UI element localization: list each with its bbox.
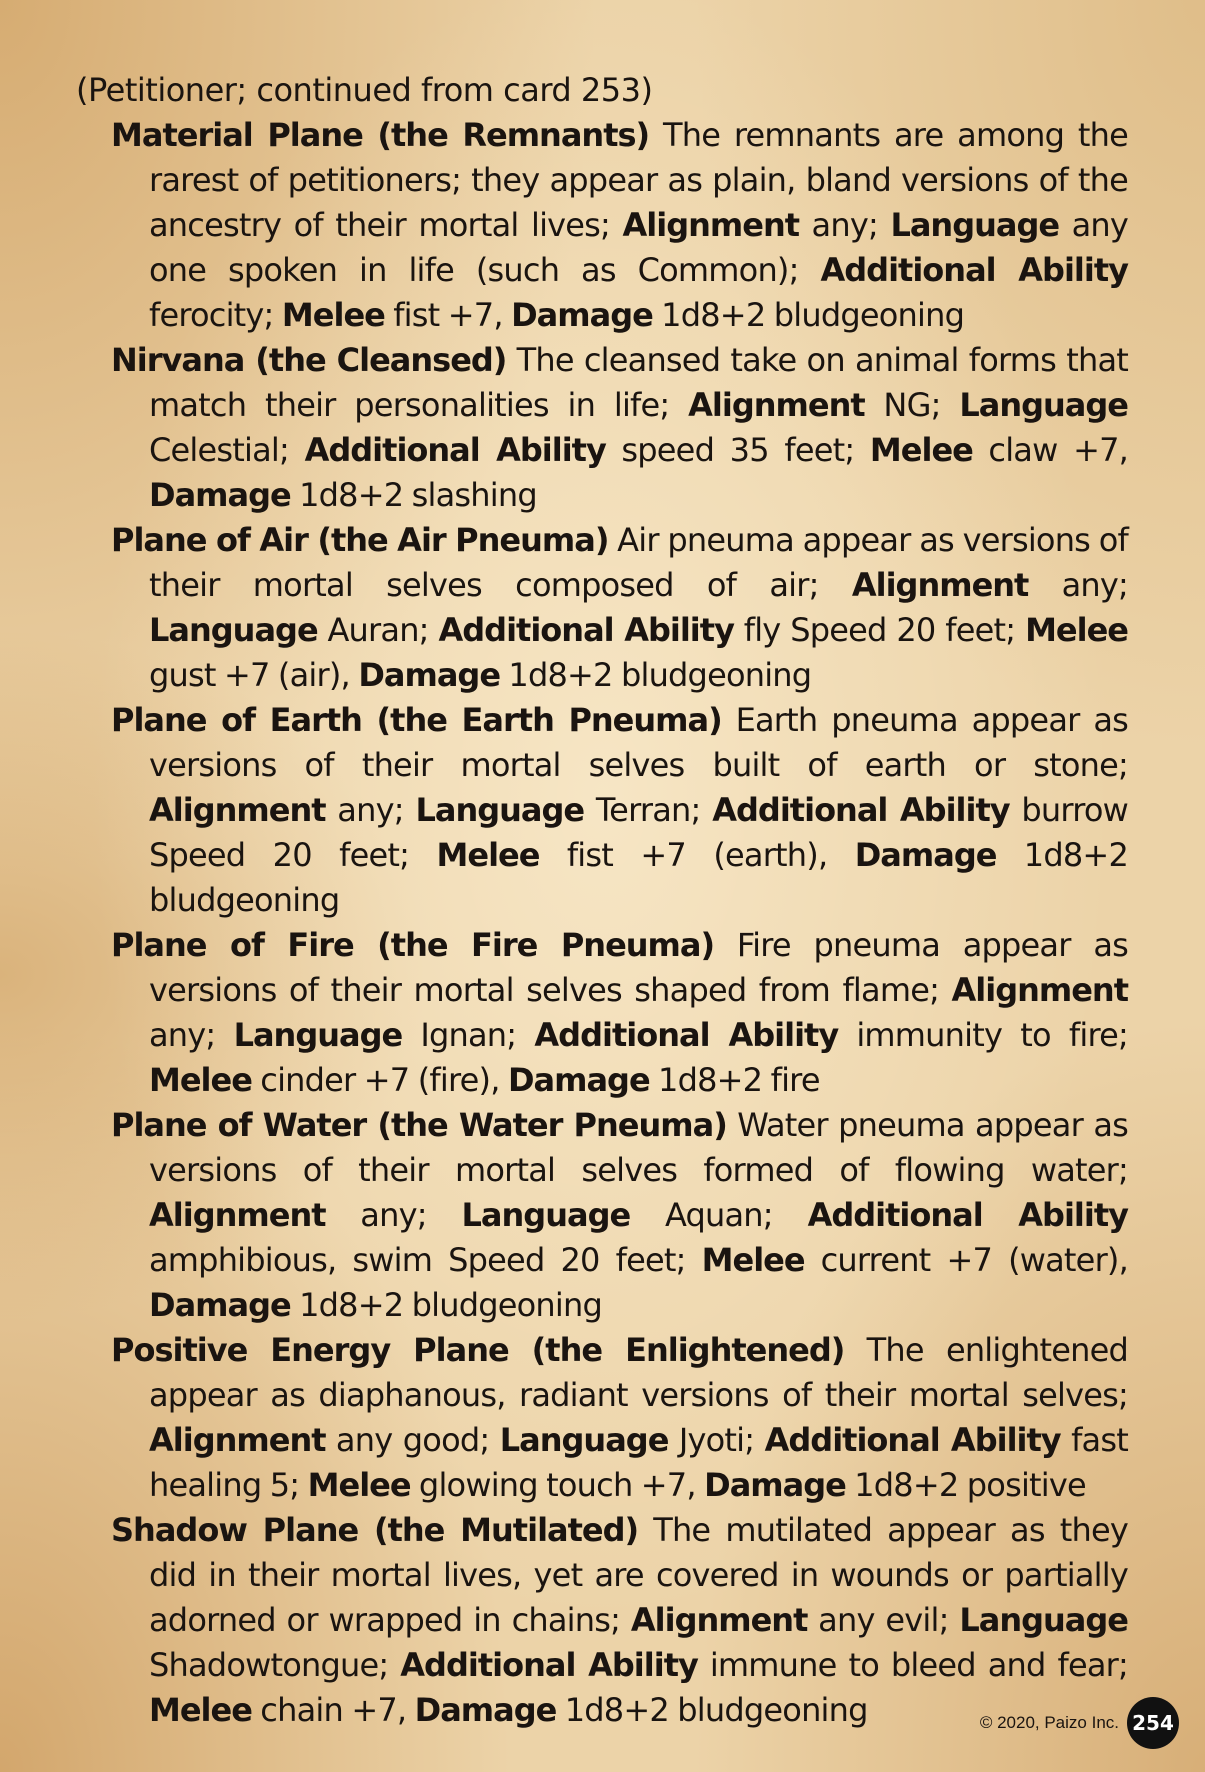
stat-label: Damage [507, 1061, 650, 1099]
stat-value: any; [799, 206, 891, 244]
stat-value: speed 35 feet; [605, 431, 870, 469]
stat-label: Melee [869, 431, 973, 469]
stat-value: Celestial; [149, 431, 305, 469]
plane-entries-list [74, 113, 1128, 1733]
stat-label: Damage [511, 296, 653, 334]
stat-label: Language [415, 791, 585, 829]
entry-description: The cleansed take on animal forms that match their personalities in life; [149, 341, 1128, 424]
entry-heading: Plane of Fire (the Fire Pneuma) [111, 926, 715, 964]
stat-value: NG; [864, 386, 960, 424]
stat-label: Damage [358, 656, 501, 694]
plane-entry [111, 113, 1128, 338]
stat-label: Melee [1025, 611, 1128, 649]
stat-label: Additional Ability [764, 1421, 1061, 1459]
plane-entry [111, 698, 1128, 923]
stat-value: gust +7 (air), [149, 656, 359, 694]
plane-entry [111, 923, 1128, 1103]
stat-label: Additional Ability [807, 1196, 1128, 1234]
stat-value: burrow Speed 20 feet; [149, 791, 1129, 874]
stat-value: any good; [325, 1421, 500, 1459]
plane-entry [111, 1103, 1128, 1328]
copyright-text: © 2020, Paizo Inc. [979, 1713, 1119, 1732]
stat-label: Language [149, 611, 318, 649]
stat-label: Damage [414, 1691, 557, 1729]
stat-value: Auran; [317, 611, 439, 649]
stat-label: Alignment [149, 791, 326, 829]
stat-label: Language [959, 1601, 1128, 1639]
stat-value: 1d8+2 fire [649, 1061, 820, 1099]
stat-value: glowing touch +7, [410, 1466, 705, 1504]
entry-description: The enlightened appear as diaphanous, radiant versions of their mortal selves; [149, 1331, 1128, 1414]
stat-label: Alignment [630, 1601, 808, 1639]
stat-value: any one spoken in life (such as Common); [149, 206, 1129, 289]
stat-value: Aquan; [630, 1196, 808, 1234]
stat-value: immune to bleed and fear; [697, 1646, 1128, 1684]
entry-heading: Shadow Plane (the Mutilated) [111, 1511, 639, 1549]
entry-heading: Plane of Water (the Water Pneuma) [111, 1106, 727, 1144]
stat-label: Melee [281, 296, 385, 334]
plane-entry [111, 338, 1128, 518]
entry-description: Fire pneuma appear as versions of their mortal selves shaped from flame; [149, 926, 1128, 1009]
stat-label: Additional Ability [400, 1646, 698, 1684]
stat-value: ferocity; [149, 296, 282, 334]
card-footer [980, 1697, 1179, 1749]
stat-value: Terran; [584, 791, 713, 829]
stat-label: Language [233, 1016, 403, 1054]
entry-description: The mutilated appear as they did in their mortal lives, yet are covered in wounds or partially adorned or wrapped in chains; [149, 1511, 1128, 1639]
entry-heading: Nirvana (the Cleansed) [111, 341, 507, 379]
plane-entry [111, 1508, 1128, 1733]
stat-value: any; [149, 1016, 234, 1054]
stat-value: Jyoti; [668, 1421, 765, 1459]
stat-label: Melee [149, 1691, 252, 1729]
stat-label: Language [959, 386, 1128, 424]
stat-label: Alignment [622, 206, 800, 244]
stat-label: Damage [704, 1466, 846, 1504]
stat-label: Alignment [851, 566, 1029, 604]
stat-value: amphibious, swim Speed 20 feet; [149, 1241, 702, 1279]
stat-value: fist +7, [384, 296, 512, 334]
stat-value: chain +7, [251, 1691, 415, 1729]
entry-heading: Plane of Air (the Air Pneuma) [111, 521, 609, 559]
stat-label: Melee [701, 1241, 805, 1279]
entry-heading: Positive Energy Plane (the Enlightened) [111, 1331, 845, 1369]
stat-label: Melee [149, 1061, 252, 1099]
page-number-badge: 254 [1127, 1697, 1179, 1749]
entry-heading: Material Plane (the Remnants) [111, 116, 650, 154]
stat-value: Shadowtongue; [149, 1646, 401, 1684]
stat-value: claw +7, [972, 431, 1129, 469]
stat-label: Damage [149, 476, 291, 514]
stat-value: 1d8+2 positive [845, 1466, 1086, 1504]
petitioner-card [74, 68, 1128, 1733]
stat-value: any; [1028, 566, 1128, 604]
stat-value: fly Speed 20 feet; [733, 611, 1026, 649]
stat-value: any; [325, 791, 416, 829]
entry-description: Water pneuma appear as versions of their mortal selves formed of flowing water; [149, 1106, 1128, 1189]
stat-label: Additional Ability [534, 1016, 839, 1054]
stat-label: Language [499, 1421, 669, 1459]
stat-label: Melee [436, 836, 540, 874]
entry-description: The remnants are among the rarest of petitioners; they appear as plain, bland versions of the ancestry of their mortal lives; [149, 116, 1128, 244]
stat-value: Ignan; [402, 1016, 535, 1054]
stat-label: Language [890, 206, 1060, 244]
stat-value: 1d8+2 bludgeoning [149, 836, 1128, 919]
stat-label: Melee [307, 1466, 411, 1504]
stat-value: current +7 (water), [804, 1241, 1128, 1279]
stat-label: Alignment [149, 1196, 326, 1234]
stat-label: Additional Ability [712, 791, 1010, 829]
entry-description: Air pneuma appear as versions of their mortal selves composed of air; [149, 521, 1128, 604]
stat-label: Alignment [688, 386, 865, 424]
stat-value: immunity to fire; [838, 1016, 1128, 1054]
stat-label: Damage [854, 836, 997, 874]
stat-value: cinder +7 (fire), [251, 1061, 508, 1099]
stat-label: Additional Ability [304, 431, 606, 469]
stat-value: 1d8+2 bludgeoning [500, 656, 812, 694]
stat-value: fast healing 5; [149, 1421, 1128, 1504]
stat-label: Additional Ability [438, 611, 734, 649]
stat-value: fist +7 (earth), [539, 836, 855, 874]
stat-value: 1d8+2 bludgeoning [556, 1691, 868, 1729]
stat-value: 1d8+2 bludgeoning [652, 296, 965, 334]
stat-label: Alignment [951, 971, 1128, 1009]
stat-label: Additional Ability [820, 251, 1129, 289]
plane-entry [111, 1328, 1128, 1508]
continued-note: (Petitioner; continued from card 253) [76, 71, 653, 109]
stat-value: any; [325, 1196, 462, 1234]
stat-label: Alignment [149, 1421, 326, 1459]
entry-heading: Plane of Earth (the Earth Pneuma) [111, 701, 722, 739]
stat-label: Language [461, 1196, 631, 1234]
stat-value: any evil; [807, 1601, 960, 1639]
entry-description: Earth pneuma appear as versions of their mortal selves built of earth or stone; [149, 701, 1128, 784]
plane-entry [111, 518, 1128, 698]
stat-label: Damage [149, 1286, 291, 1324]
stat-value: 1d8+2 bludgeoning [290, 1286, 602, 1324]
stat-value: 1d8+2 slashing [290, 476, 537, 514]
